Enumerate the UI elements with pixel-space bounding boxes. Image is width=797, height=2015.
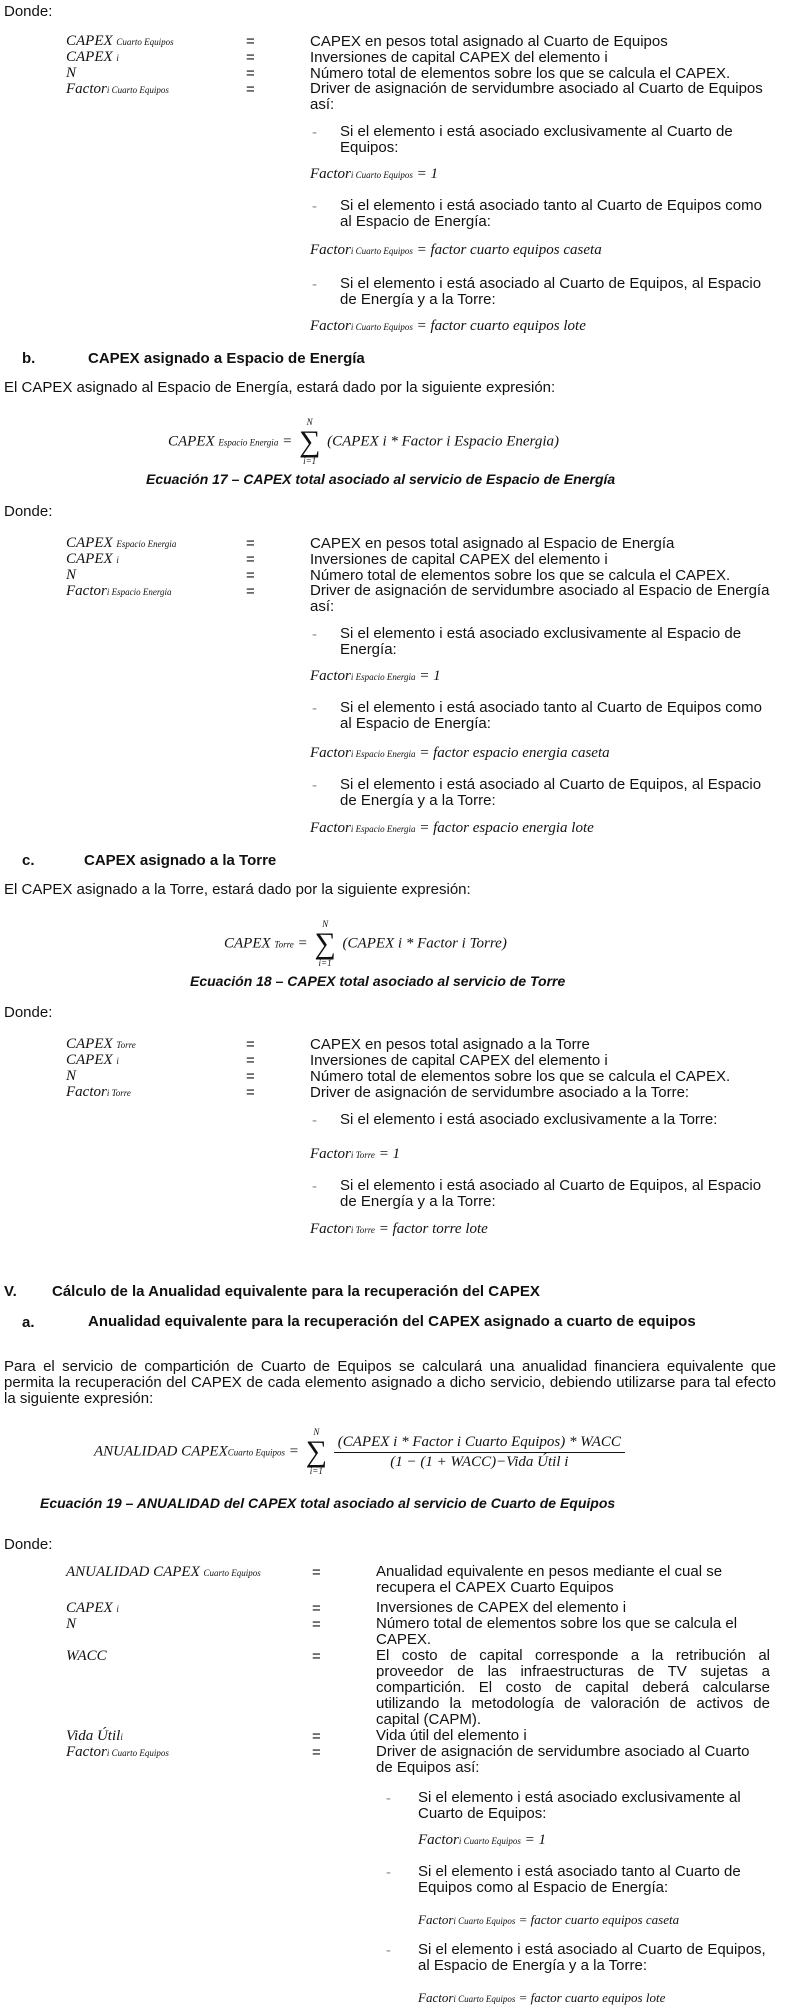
symbol-capex-i: CAPEX i xyxy=(66,1600,119,1616)
equals-sign: = xyxy=(246,49,255,66)
definition-text: Inversiones de capital CAPEX del elemento i xyxy=(310,1052,608,1069)
list-dash: - xyxy=(312,1178,317,1195)
equals-sign: = xyxy=(246,551,255,568)
definition-text: Driver de asignación de servidumbre asociado al Espacio de Energía así: xyxy=(310,582,770,615)
equals-sign: = xyxy=(246,1052,255,1069)
equation-caption: Ecuación 19 – ANUALIDAD del CAPEX total asociado al servicio de Cuarto de Equipos xyxy=(40,1495,616,1511)
case-text: Si el elemento i está asociado al Cuarto de Equipos, al Espacio de Energía y a la Torre: xyxy=(418,1941,766,1974)
case-formula: Factori Cuarto Equipos = 1 xyxy=(310,166,438,182)
list-dash: - xyxy=(386,1790,391,1807)
definition-text: CAPEX en pesos total asignado al Cuarto de Equipos xyxy=(310,33,668,50)
equals-sign: = xyxy=(312,1648,321,1665)
list-dash: - xyxy=(312,777,317,794)
subsection-heading: Anualidad equivalente para la recuperación del CAPEX asignado a cuarto de equipos xyxy=(88,1313,696,1330)
equals-sign: = xyxy=(246,81,255,98)
symbol-capex-torre: CAPEX Torre xyxy=(66,1036,136,1052)
intro-text: El CAPEX asignado a la Torre, estará dado por la siguiente expresión: xyxy=(4,881,471,898)
symbol-capex-cuarto: CAPEX Cuarto Equipos xyxy=(66,33,174,49)
section-heading: Cálculo de la Anualidad equivalente para la recuperación del CAPEX xyxy=(52,1283,540,1300)
equals-sign: = xyxy=(246,65,255,82)
case-formula: Factori Torre = 1 xyxy=(310,1146,401,1162)
section-numeral: V. xyxy=(4,1283,17,1300)
donde-label: Donde: xyxy=(4,1004,53,1021)
equals-sign: = xyxy=(246,1084,255,1101)
definition-text: Inversiones de capital CAPEX del elemento i xyxy=(310,551,608,568)
symbol-factor: Factori Espacio Energia xyxy=(66,583,172,599)
equals-sign: = xyxy=(312,1616,321,1633)
list-dash: - xyxy=(312,198,317,215)
case-formula: Factori Cuarto Equipos = factor cuarto equipos caseta xyxy=(310,242,602,258)
equation-19: ANUALIDAD CAPEXCuarto Equipos = N ∑ i=1 $\frac{\text{(CAPEX i * Factor i Cuarto Equipos) * WACC}}{\text{(1 − (1 + WACC)−Vida Útil i}}$ xyxy=(94,1428,625,1476)
section-heading: CAPEX asignado a la Torre xyxy=(84,852,277,869)
equals-sign: = xyxy=(312,1600,321,1617)
definition-text: Driver de asignación de servidumbre asociado al Cuarto de Equipos así: xyxy=(310,80,763,113)
list-dash: - xyxy=(386,1864,391,1881)
case-text: Si el elemento i está asociado exclusivamente al Cuarto de Equipos: xyxy=(418,1789,741,1822)
definition-text: Vida útil del elemento i xyxy=(376,1727,527,1744)
equation-17: CAPEX Espacio Energia = N ∑ i=1 (CAPEX i * Factor i Espacio Energia) xyxy=(168,417,559,466)
case-text: Si el elemento i está asociado al Cuarto de Equipos, al Espacio de Energía y a la Torre: xyxy=(340,275,762,308)
equals-sign: = xyxy=(312,1744,321,1761)
equals-sign: = xyxy=(312,1564,321,1581)
donde-label: Donde: xyxy=(4,1536,53,1553)
case-text: Si el elemento i está asociado exclusivamente al Espacio de Energía: xyxy=(340,625,742,658)
equation-caption: Ecuación 17 – CAPEX total asociado al servicio de Espacio de Energía xyxy=(146,471,616,487)
equals-sign: = xyxy=(312,1728,321,1745)
donde-label: Donde: xyxy=(4,3,53,20)
section-heading: CAPEX asignado a Espacio de Energía xyxy=(88,350,365,367)
equals-sign: = xyxy=(246,535,255,552)
equation-caption: Ecuación 18 – CAPEX total asociado al servicio de Torre xyxy=(190,973,566,989)
case-formula: Factori Cuarto Equipos = 1 xyxy=(418,1832,546,1848)
equals-sign: = xyxy=(246,1036,255,1053)
list-dash: - xyxy=(312,276,317,293)
definition-text: Número total de elementos sobre los que se calcula el CAPEX. xyxy=(310,65,731,82)
intro-text: Para el servicio de compartición de Cuarto de Equipos se calculará una anualidad financiera equivalente que permita la recuperación del CAPEX de cada elemento asignado a dicho servicio, debiendo utilizarse para tal efecto la siguiente expresión: xyxy=(4,1358,776,1407)
symbol-n: N xyxy=(66,1068,77,1084)
symbol-anualidad: ANUALIDAD CAPEX Cuarto Equipos xyxy=(66,1564,261,1580)
case-formula: Factori Espacio Energia = factor espacio energia caseta xyxy=(310,745,610,761)
case-text: Si el elemento i está asociado tanto al Cuarto de Equipos como al Espacio de Energía: xyxy=(340,699,762,732)
definition-text: CAPEX en pesos total asignado a la Torre xyxy=(310,1036,590,1053)
symbol-factor: Factori Cuarto Equipos xyxy=(66,81,169,97)
equation-18: CAPEX Torre = N ∑ i=1 (CAPEX i * Factor i Torre) xyxy=(224,919,507,968)
case-text: Si el elemento i está asociado exclusivamente al Cuarto de Equipos: xyxy=(340,123,733,156)
symbol-vida-util: Vida Útili xyxy=(66,1728,123,1744)
donde-label: Donde: xyxy=(4,503,53,520)
equals-sign: = xyxy=(246,1068,255,1085)
definition-text: Driver de asignación de servidumbre asociado al Cuarto de Equipos así: xyxy=(376,1743,750,1776)
case-text: Si el elemento i está asociado exclusivamente a la Torre: xyxy=(340,1111,718,1128)
case-formula: Factori Cuarto Equipos = factor cuarto equipos lote xyxy=(418,1990,666,2005)
definition-text: Inversiones de CAPEX del elemento i xyxy=(376,1599,627,1616)
equals-sign: = xyxy=(246,33,255,50)
equals-sign: = xyxy=(246,567,255,584)
case-formula: Factori Cuarto Equipos = factor cuarto equipos lote xyxy=(310,318,586,334)
symbol-wacc: WACC xyxy=(66,1648,107,1664)
case-text: Si el elemento i está asociado tanto al Cuarto de Equipos como al Espacio de Energía: xyxy=(340,197,762,230)
list-dash: - xyxy=(312,124,317,141)
symbol-n: N xyxy=(66,65,77,81)
definition-text: Número total de elementos sobre los que se calcula el CAPEX. xyxy=(376,1615,738,1648)
list-dash: - xyxy=(386,1942,391,1959)
symbol-n: N xyxy=(66,1616,77,1632)
definition-text: CAPEX en pesos total asignado al Espacio de Energía xyxy=(310,535,675,552)
case-text: Si el elemento i está asociado tanto al Cuarto de Equipos como al Espacio de Energía: xyxy=(418,1863,741,1896)
symbol-capex-i: CAPEX i xyxy=(66,1052,119,1068)
case-formula: Factori Cuarto Equipos = factor cuarto equipos caseta xyxy=(418,1912,680,1927)
case-text: Si el elemento i está asociado al Cuarto de Equipos, al Espacio de Energía y a la Torre: xyxy=(340,776,762,809)
definition-text: El costo de capital corresponde a la retribución al proveedor de las infraestructuras de TV sujetas a compartición. El costo de capital deberá calcularse utilizando la metodología de valoración de activos de capital (CAPM). xyxy=(376,1647,770,1728)
symbol-n: N xyxy=(66,567,77,583)
list-dash: - xyxy=(312,626,317,643)
case-formula: Factori Espacio Energia = 1 xyxy=(310,668,441,684)
list-dash: - xyxy=(312,1112,317,1129)
symbol-capex-energia: CAPEX Espacio Energia xyxy=(66,535,177,551)
definition-text: Número total de elementos sobre los que se calcula el CAPEX. xyxy=(310,567,731,584)
case-formula: Factori Espacio Energia = factor espacio energia lote xyxy=(310,820,594,836)
section-letter: b. xyxy=(22,350,36,367)
definition-text: Inversiones de capital CAPEX del elemento i xyxy=(310,49,608,66)
intro-text: El CAPEX asignado al Espacio de Energía, estará dado por la siguiente expresión: xyxy=(4,379,556,396)
symbol-capex-i: CAPEX i xyxy=(66,49,119,65)
case-formula: Factori Torre = factor torre lote xyxy=(310,1221,488,1237)
symbol-factor: Factori Torre xyxy=(66,1084,131,1100)
symbol-capex-i: CAPEX i xyxy=(66,551,119,567)
definition-text: Anualidad equivalente en pesos mediante el cual se recupera el CAPEX Cuarto Equipos xyxy=(376,1563,723,1596)
case-text: Si el elemento i está asociado al Cuarto de Equipos, al Espacio de Energía y a la Torre: xyxy=(340,1177,762,1210)
definition-text: Número total de elementos sobre los que se calcula el CAPEX. xyxy=(310,1068,731,1085)
symbol-factor: Factori Cuarto Equipos xyxy=(66,1744,169,1760)
equals-sign: = xyxy=(246,583,255,600)
definition-text: Driver de asignación de servidumbre asociado a la Torre: xyxy=(310,1084,690,1101)
subsection-letter: a. xyxy=(22,1314,35,1331)
section-letter: c. xyxy=(22,852,35,869)
list-dash: - xyxy=(312,700,317,717)
